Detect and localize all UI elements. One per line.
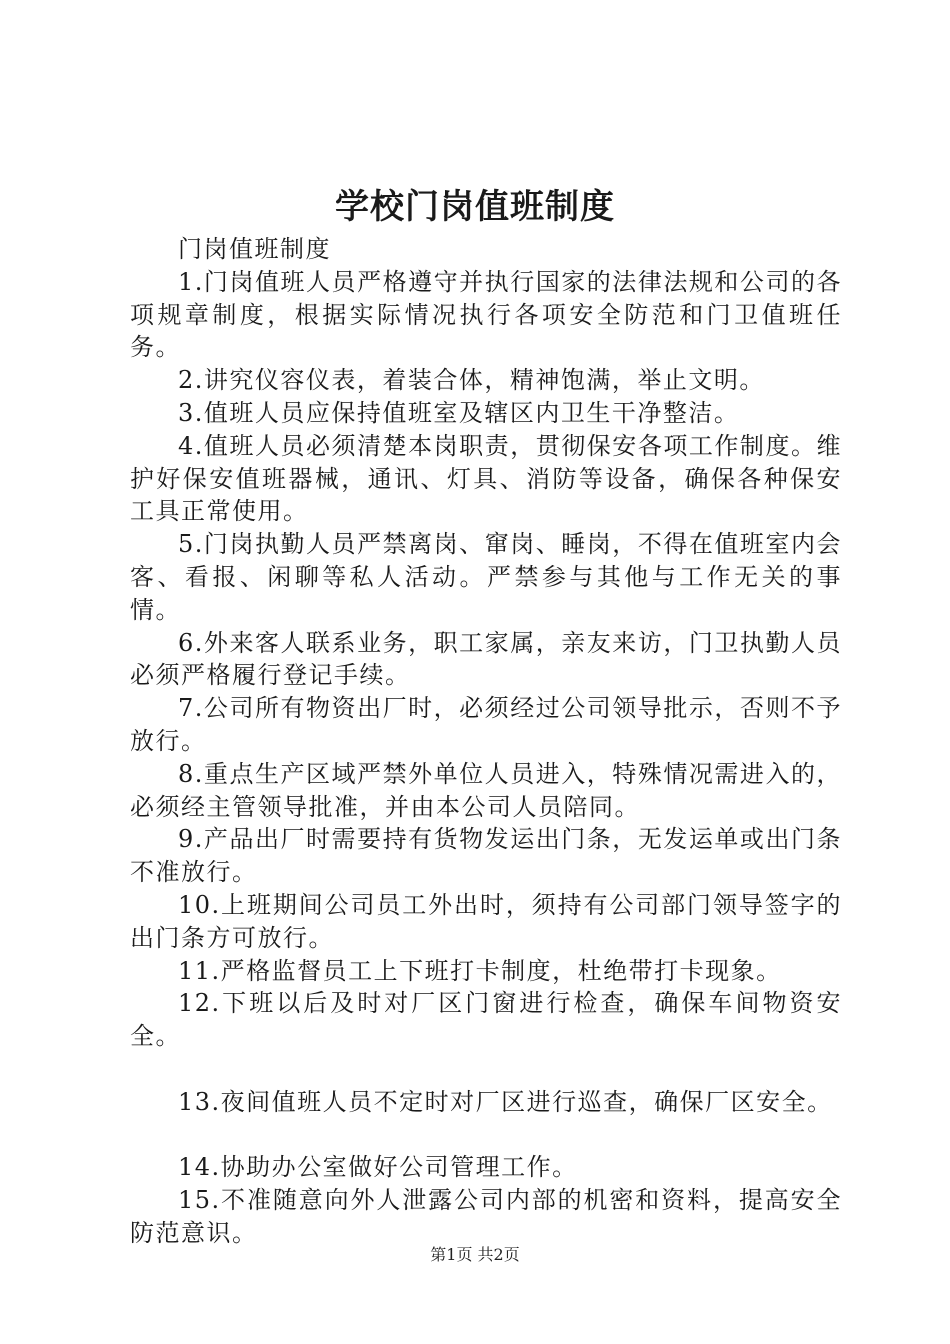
rule-item-15: 15.不准随意向外人泄露公司内部的机密和资料，提高安全防范意识。 xyxy=(130,1186,842,1247)
rule-item-8: 8.重点生产区域严禁外单位人员进入，特殊情况需进入的，必须经主管领导批准，并由本公司人员陪同。 xyxy=(130,759,842,821)
document-body xyxy=(130,233,842,1250)
section-subtitle: 门岗值班制度 xyxy=(178,235,331,263)
rule-item-6: 6.外来客人联系业务，职工家属，亲友来访，门卫执勤人员必须严格履行登记手续。 xyxy=(130,628,842,690)
rule-item-9: 9.产品出厂时需要持有货物发运出门条，无发运单或出门条不准放行。 xyxy=(130,825,842,887)
rule-item-4: 4.值班人员必须清楚本岗职责，贯彻保安各项工作制度。维护好保安值班器械，通讯、灯具、消防等设备，确保各种保安工具正常使用。 xyxy=(130,431,842,526)
rule-item-2: 2.讲究仪容仪表，着装合体，精神饱满，举止文明。 xyxy=(178,366,765,395)
rule-item-1: 1.门岗值班人员严格遵守并执行国家的法律法规和公司的各项规章制度，根据实际情况执行各项安全防范和门卫值班任务。 xyxy=(130,267,842,362)
rule-item-5: 5.门岗执勤人员严禁离岗、窜岗、睡岗，不得在值班室内会客、看报、闲聊等私人活动。严禁参与其他与工作无关的事情。 xyxy=(130,530,842,624)
rule-item-12: 12.下班以后及时对厂区门窗进行检查，确保车间物资安全。 xyxy=(130,989,842,1051)
rule-item-7: 7.公司所有物资出厂时，必须经过公司领导批示，否则不予放行。 xyxy=(130,694,842,755)
rule-item-11: 11.严格监督员工上下班打卡制度，杜绝带打卡现象。 xyxy=(178,956,782,985)
page-footer: 第1页 共2页 xyxy=(430,1245,520,1264)
rule-item-3: 3.值班人员应保持值班室及辖区内卫生干净整洁。 xyxy=(178,398,740,427)
rule-item-10: 10.上班期间公司员工外出时，须持有公司部门领导签字的出门条方可放行。 xyxy=(130,890,842,952)
rule-item-14: 14.协助办公室做好公司管理工作。 xyxy=(178,1153,578,1182)
rule-item-13: 13.夜间值班人员不定时对厂区进行巡查，确保厂区安全。 xyxy=(178,1087,833,1116)
page-title: 学校门岗值班制度 xyxy=(335,187,615,227)
